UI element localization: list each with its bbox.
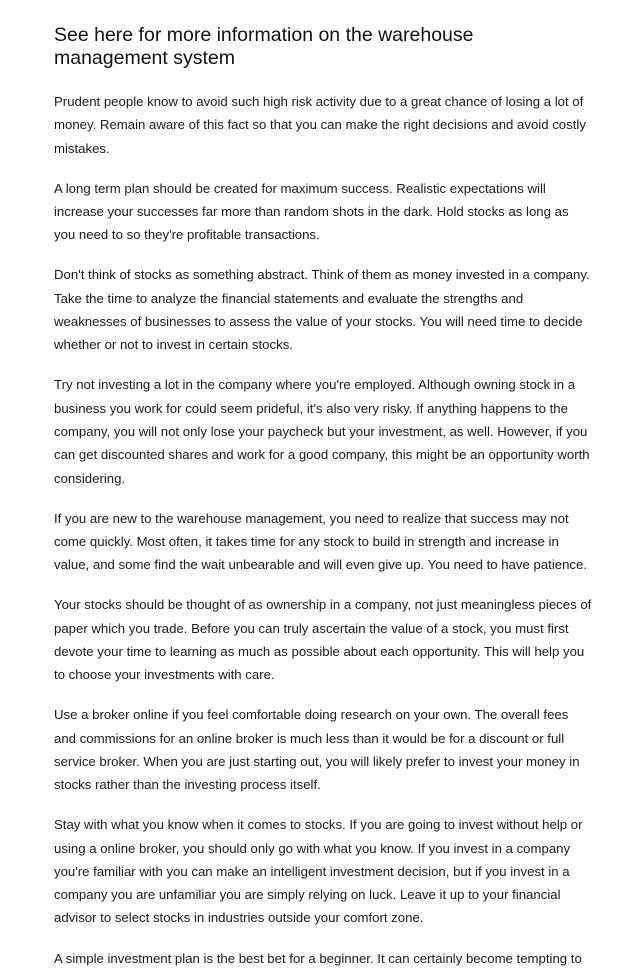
paragraph-2: A long term plan should be created for maximum success. Realistic expectations will increase your successes far more than random shots in the dark. Hold stocks as long as you need to so they're profitable transactions. [54,180,569,243]
paragraph-1: Prudent people know to avoid such high risk activity due to a great chance of losing a lot of money. Remain aware of this fact so that you can make the right decisions and avoid costly mistakes. [54,94,586,156]
document-title: See here for more information on the warehouse management system [54,24,474,69]
paragraph-8: Stay with what you know when it comes to stocks. If you are going to invest without help or using a online broker, you should only go with what you know. If you invest in a company you're familiar with you can make an intelligent investment decision, but if you invest in a company you are unfamiliar you are simply relying on luck. Leave it up to your financial advisor to select stocks in industries outside your comfort zone. [54,817,583,926]
paragraph-5: If you are new to the warehouse management, you need to realize that success may not come quickly. Most often, it takes time for any stock to build in strength and increase in value, and some find the wait unbearable and will even give up. You need to have patience. [54,510,588,573]
paragraph-6: Your stocks should be thought of as ownership in a company, not just meaningless pieces of paper which you trade. Before you can truly ascertain the value of a stock, you must first devote your time to learning as much as possible about each opportunity. This will help you to choose your investments with care. [54,597,592,683]
paragraph-4: Try not investing a lot in the company where you're employed. Although owning stock in a business you work for could seem prideful, it's also very risky. If anything happens to the company, you will not only lose your paycheck but your investment, as well. However, if you can get discounted shares and work for a good company, this might be an opportunity worth considering. [54,377,590,486]
paragraph-9: A simple investment plan is the best bet for a beginner. It can certainly become tempting to [54,950,582,966]
paragraph-3: Don't think of stocks as something abstract. Think of them as money invested in a company. Take the time to analyze the financial statements and evaluate the strengths and weaknesses of businesses to assess the value of your stocks. You will need time to decide whether or not to invest in certain stocks. [54,267,590,353]
paragraph-7: Use a broker online if you feel comfortable doing research on your own. The overall fees and commissions for an online broker is much less than it would be for a discount or full service broker. When you are just starting out, you will likely prefer to invest your money in stocks rather than the investing process itself. [54,707,580,793]
document-page [54,24,594,970]
